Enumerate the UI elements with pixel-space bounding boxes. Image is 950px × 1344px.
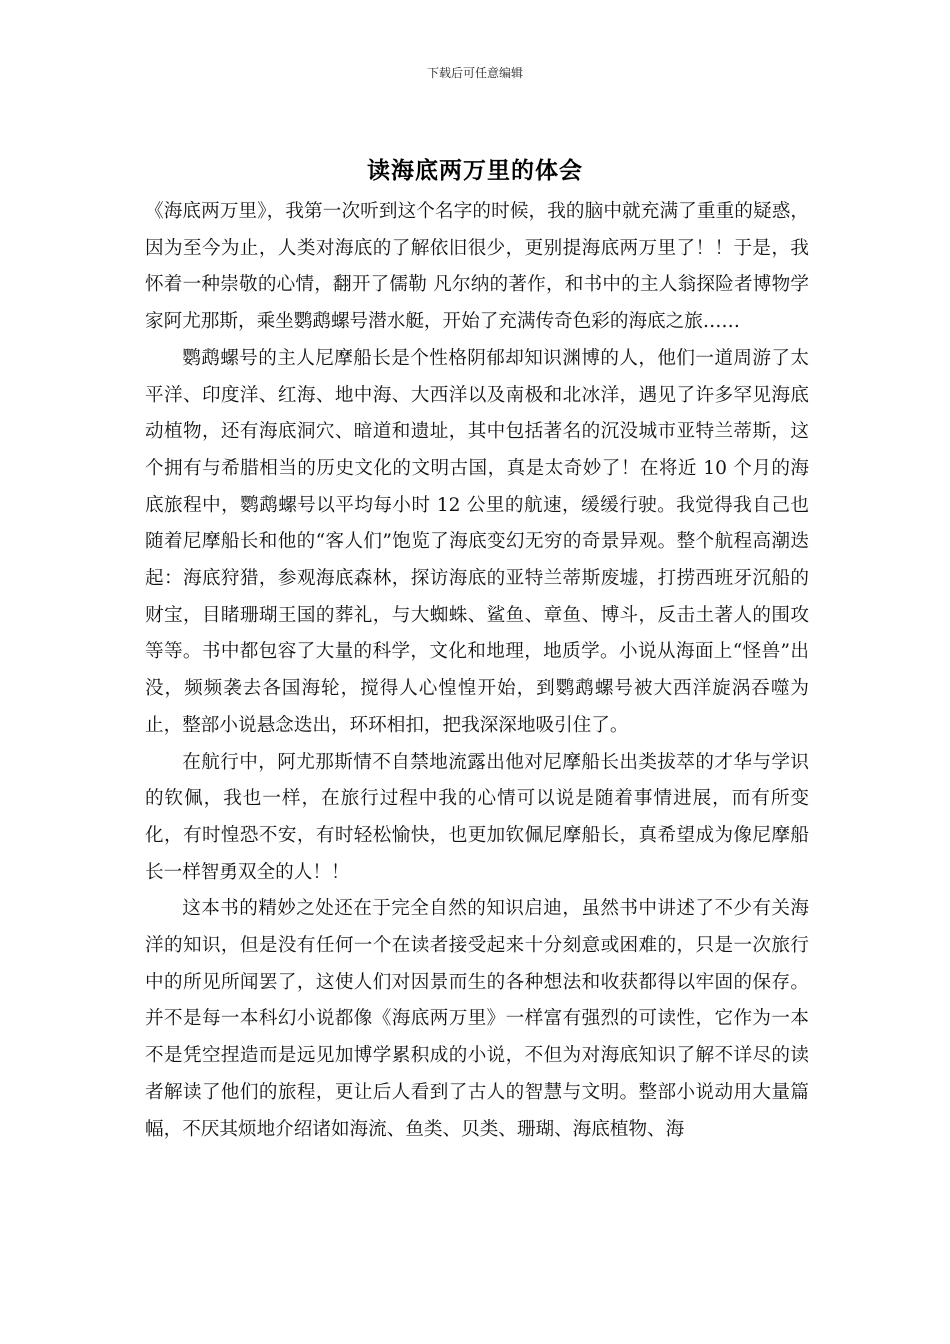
paragraph-2: 鹦鹉螺号的主人尼摩船长是个性格阴郁却知识渊博的人，他们一道周游了太平洋、印度洋、红海、地中海、大西洋以及南极和北冰洋，遇见了许多罕见海底动植物，还有海底洞穴、暗道和遗址，其中包括著名的沉没城市亚特兰蒂斯，这个拥有与希腊相当的历史文化的文明古国，真是太奇妙了！在将近 10 个月的海底旅程中，鹦鹉螺号以平均每小时 12 公里的航速，缓缓行驶。我觉得我自己也随着尼摩船长和他的“客人们”饱览了海底变幻无穷的奇景异观。整个航程高潮迭起：海底狩猎，参观海底森林，探访海底的亚特兰蒂斯废墟，打捞西班牙沉船的财宝，目睹珊瑚王国的葬礼，与大蜘蛛、鲨鱼、章鱼、博斗，反击土著人的围攻等等。书中都包容了大量的科学，文化和地理，地质学。小说从海面上“怪兽”出没，频频袭去各国海轮，搅得人心惶惶开始，到鹦鹉螺号被大西洋旋涡吞噬为止，整部小说悬念迭出，环环相扣，把我深深地吸引住了。 bbox=[145, 347, 809, 736]
paragraph-1: 《海底两万里》，我第一次听到这个名字的时候，我的脑中就充满了重重的疑惑，因为至今为止，人类对海底的了解依旧很少，更别提海底两万里了！！于是，我怀着一种崇敬的心情，翻开了儒勒 凡尔纳的著作，和书中的主人翁探险者博物学家阿尤那斯，乘坐鹦鹉螺号潜水艇，开始了充满传奇色彩的海底之旅…… bbox=[145, 201, 809, 333]
paragraph-3: 在航行中，阿尤那斯情不自禁地流露出他对尼摩船长出类拔萃的才华与学识的钦佩，我也一样，在旅行过程中我的心情可以说是随着事情进展，而有所变化，有时惶恐不安，有时轻松愉快，也更加钦佩尼摩船长，真希望成为像尼摩船长一样智勇双全的人！！ bbox=[145, 751, 809, 883]
body-text bbox=[145, 194, 809, 1148]
header-note: 下载后可任意编辑 bbox=[426, 66, 523, 80]
paragraph-4: 这本书的精妙之处还在于完全自然的知识启迪，虽然书中讲述了不少有关海洋的知识，但是没有任何一个在读者接受起来十分刻意或困难的，只是一次旅行中的所见所闻罢了，这使人们对因景而生的各种想法和收获都得以牢固的保存。并不是每一本科幻小说都像《海底两万里》一样富有强烈的可读性，它作为一本不是凭空捏造而是远见加博学累积成的小说，不但为对海底知识了解不详尽的读者解读了他们的旅程，更让后人看到了古人的智慧与文明。整部小说动用大量篇幅，不厌其烦地介绍诸如海流、鱼类、贝类、珊瑚、海底植物、海 bbox=[145, 898, 809, 1140]
page-title: 读海底两万里的体会 bbox=[367, 157, 583, 184]
